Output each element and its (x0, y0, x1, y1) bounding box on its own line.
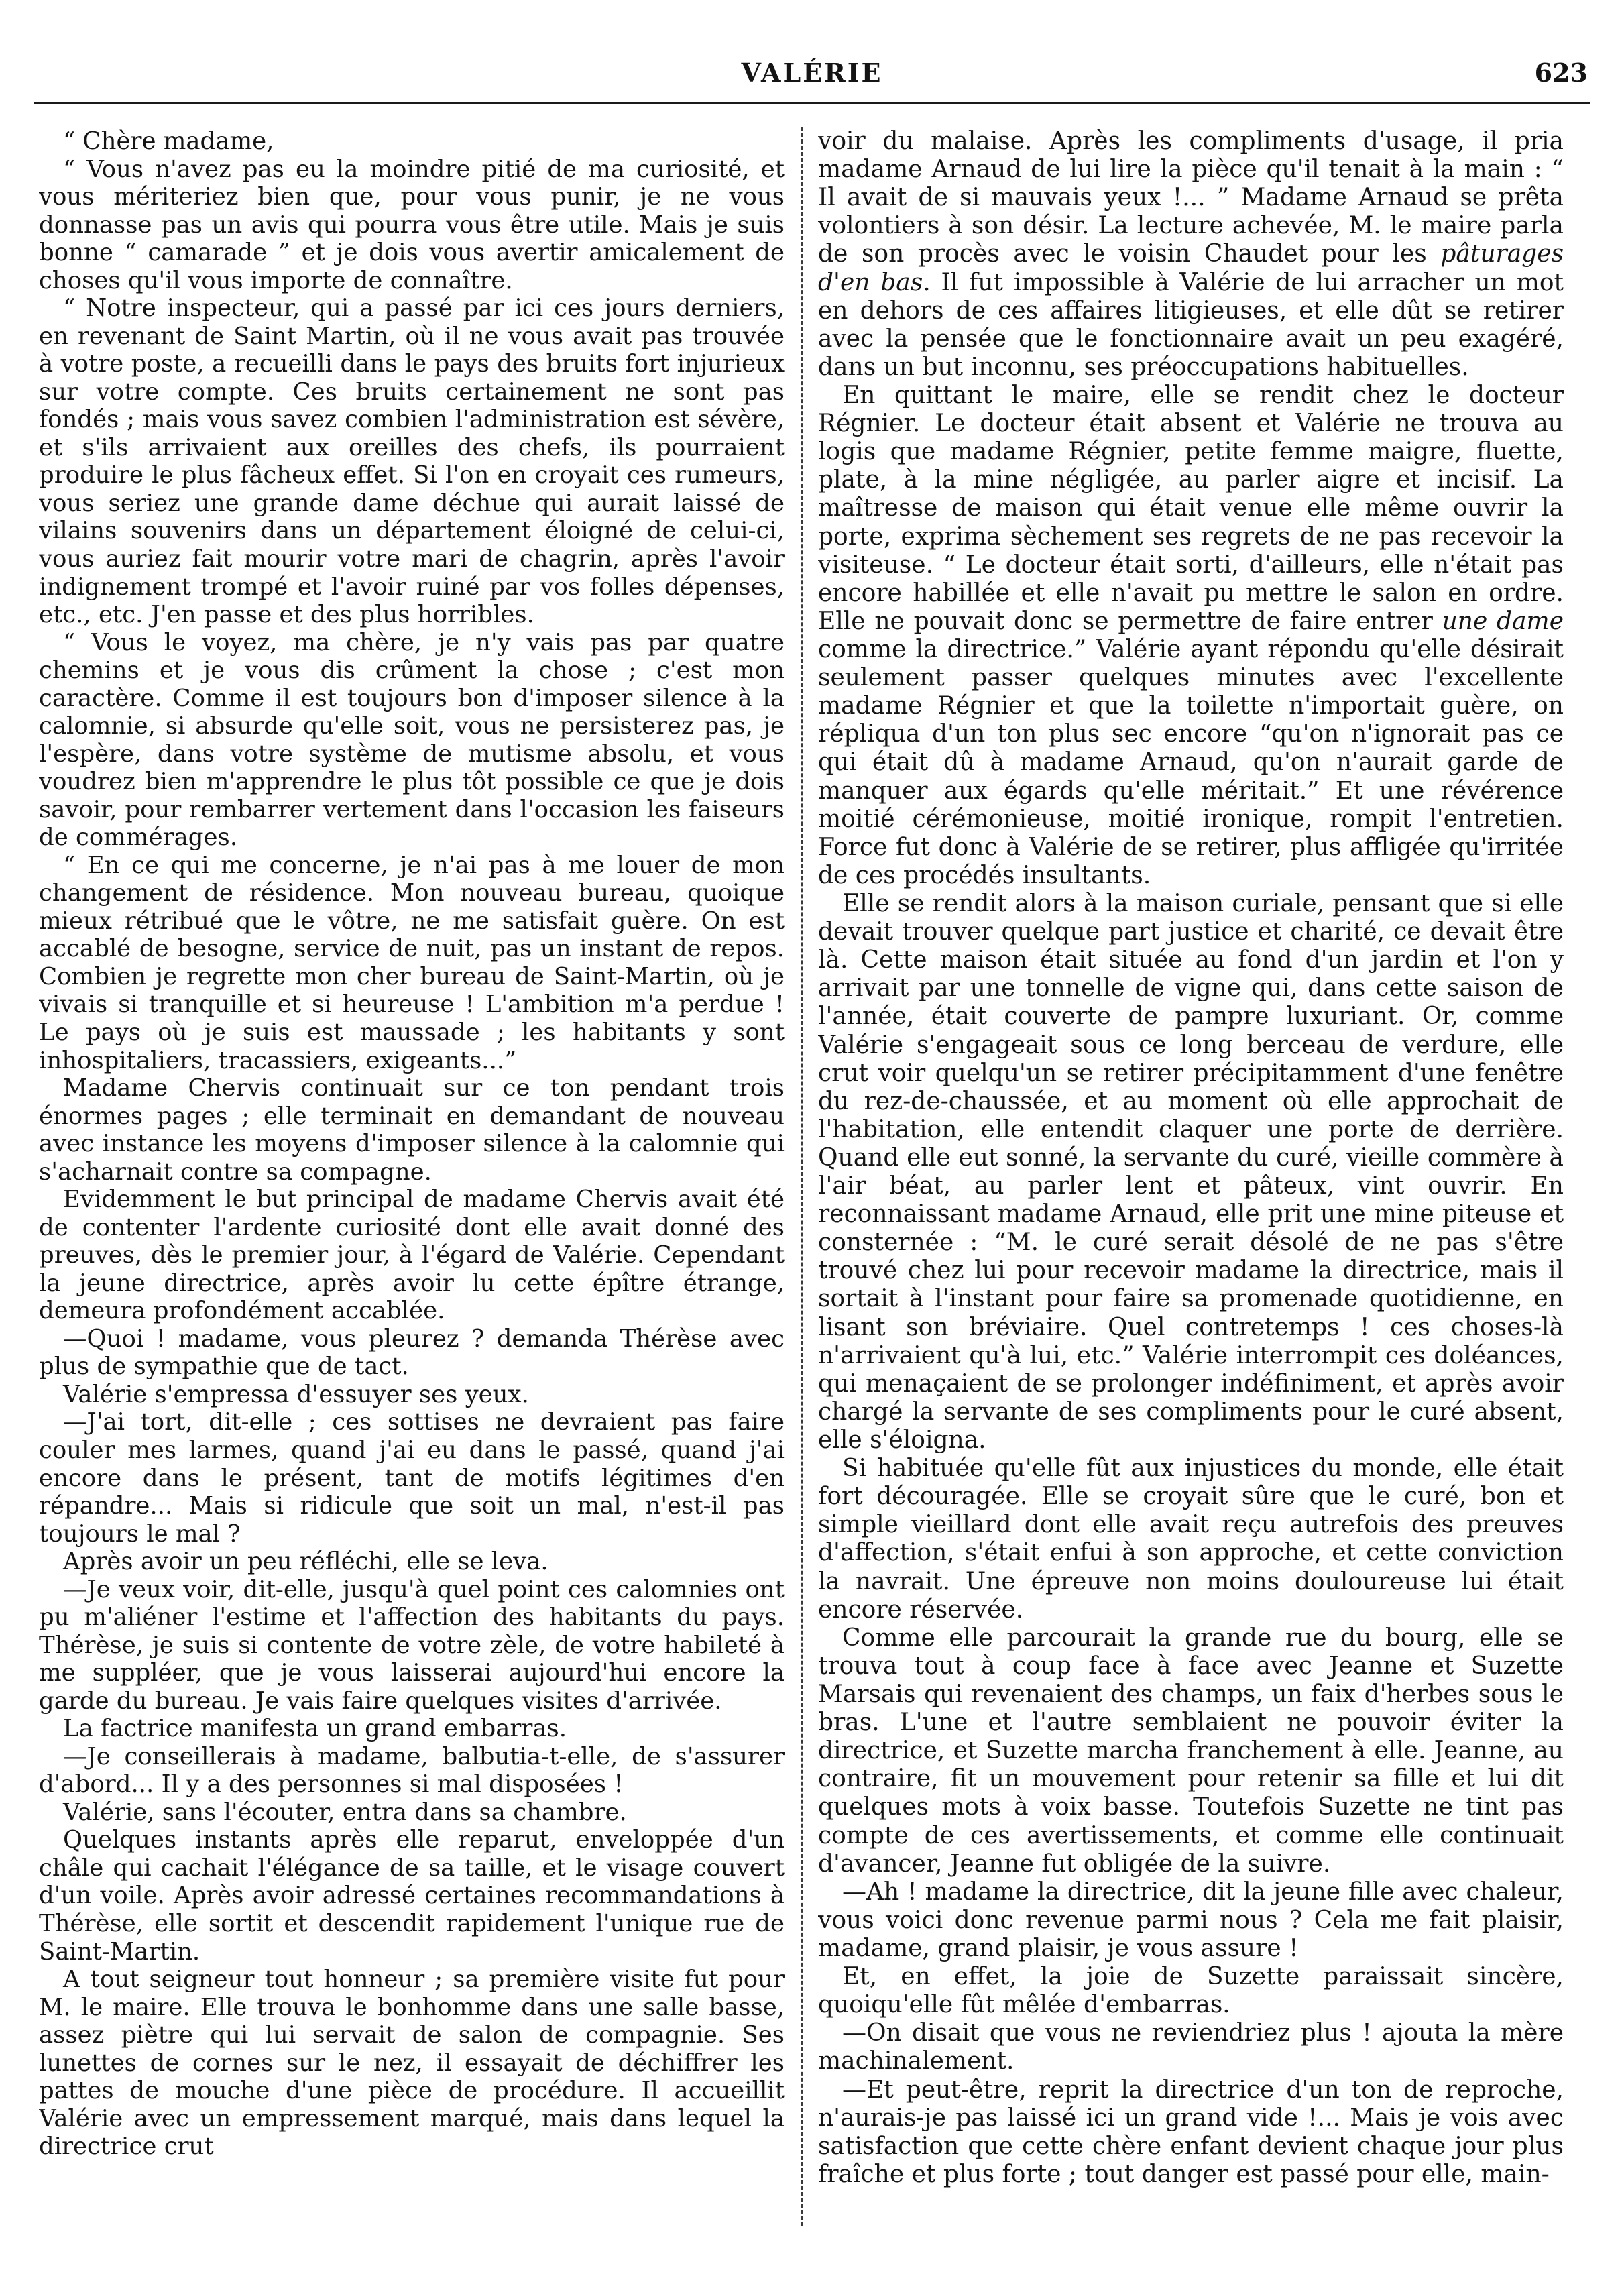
text-run: . Il fut impossible à Valérie de lui arracher un mot en dehors de ces affaires litigieuses, et elle dût se retirer avec la pensée que le fonctionnaire avait un peu exagéré, dans un but inconnu, ses préoccupations habituelles. (818, 268, 1564, 381)
paragraph: —On disait que vous ne reviendriez plus ! ajouta la mère machinalement. (818, 2019, 1564, 2076)
paragraph: A tout seigneur tout honneur ; sa première visite fut pour M. le maire. Elle trouva le bonhomme dans une salle basse, assez piètre qui lui servait de salon de compagnie. Ses lunettes de cornes sur le nez, il essayait de déchiffrer les pattes de mouche d'une pièce de procédure. Il accueillit Valérie avec un empressement marqué, mais dans lequel la directrice crut (39, 1966, 785, 2161)
paragraph: “ Notre inspecteur, qui a passé par ici ces jours derniers, en revenant de Saint Martin, où il ne vous avait pas trouvée à votre poste, a recueilli dans le pays des bruits fort injurieux sur votre compte. Ces bruits certainement ne sont pas fondés ; mais vous savez combien l'administration est sévère, et s'ils arrivaient aux oreilles des chefs, ils pourraient produire le plus fâcheux effet. Si l'on en croyait ces rumeurs, vous seriez une grande dame déchue qui aurait laissé de vilains souvenirs dans un département éloigné de celui-ci, vous auriez fait mourir votre mari de chagrin, après l'avoir indignement trompé et l'avoir ruiné par vos folles dépenses, etc., etc. J'en passe et des plus horribles. (39, 294, 785, 629)
paragraph: “ En ce qui me concerne, je n'ai pas à me louer de mon changement de résidence. Mon nouveau bureau, quoique mieux rétribué que le vôtre, ne me satisfait guère. On est accablé de besogne, service de nuit, pas un instant de repos. Combien je regrette mon cher bureau de Saint-Martin, où je vivais si tranquille et si heureuse ! L'ambition m'a perdue ! Le pays où je suis est maussade ; les habitants y sont inhospitaliers, tracassiers, exigeants...” (39, 851, 785, 1074)
paragraph: Quelques instants après elle reparut, enveloppée d'un châle qui cachait l'élégance de sa taille, et le visage couvert d'un voile. Après avoir adressé certaines recommandations à Thérèse, elle sortit et descendit rapidement l'unique rue de Saint-Martin. (39, 1826, 785, 1966)
paragraph: “ Vous le voyez, ma chère, je n'y vais pas par quatre chemins et je vous dis crûment la chose ; c'est mon caractère. Comme il est toujours bon d'imposer silence à la calomnie, si absurde qu'elle soit, vous ne persisterez pas, je l'espère, dans votre système de mutisme absolu, et vous voudrez bien m'apprendre le plus tôt possible ce que je dois savoir, pour rembarrer vertement dans l'occasion les faiseurs de commérages. (39, 628, 785, 852)
paragraph: Elle se rendit alors à la maison curiale, pensant que si elle devait trouver quelque part justice et charité, ce devait être là. Cette maison était située au fond d'un jardin et l'on y arrivait par une tonnelle de vigne qui, dans cette saison de l'année, était couverte de pampre luxuriant. Or, comme Valérie s'engageait sous ce long berceau de verdure, elle crut voir quelqu'un se retirer précipitamment d'une fenêtre du rez-de-chaussée, et au moment où elle approchait de l'habitation, elle entendit claquer une porte de derrière. Quand elle eut sonné, la servante du curé, vieille commère à l'air béat, au parler lent et pâteux, vint ouvrir. En reconnaissant madame Arnaud, elle prit une mine piteuse et consternée : “M. le curé serait désolé de ne pas s'être trouvé chez lui pour recevoir madame la directrice, mais il sortait à l'instant pour faire sa promenade quotidienne, en lisant son bréviaire. Quel contretemps ! ces choses-là n'arrivaient qu'à lui, etc.” Valérie interrompit ces doléances, qui menaçaient de se prolonger indéfiniment, et après avoir chargé la servante de ses compliments pour le curé absent, elle s'éloigna. (818, 889, 1564, 1455)
text-run: En quittant le maire, elle se rendit chez le docteur Régnier. Le docteur était absent et Valérie ne trouva au logis que madame Régnier, petite femme maigre, fluette, plate, à la mine négligée, au parler aigre et incisif. La maîtresse de maison qui était venue elle même ouvrir la porte, exprima sèchement ses regrets de ne pas recevoir la visiteuse. “ Le docteur était sorti, d'ailleurs, elle n'était pas encore habillée et elle n'avait pu mettre le salon en ordre. Elle ne pouvait donc se permettre de faire entrer (818, 381, 1564, 635)
paragraph: Madame Chervis continuait sur ce ton pendant trois énormes pages ; elle terminait en demandant de nouveau avec instance les moyens d'imposer silence à la calomnie qui s'acharnait contre sa compagne. (39, 1074, 785, 1186)
paragraph: Valérie, sans l'écouter, entra dans sa chambre. (63, 1798, 627, 1826)
italic-phrase: une dame (1442, 607, 1564, 635)
paragraph: —J'ai tort, dit-elle ; ces sottises ne devraient pas faire couler mes larmes, quand j'ai eu dans le passé, quand j'ai encore dans le présent, tant de motifs légitimes d'en répandre... Mais si ridicule que soit un mal, n'est-il pas toujours le mal ? (39, 1408, 785, 1548)
text-run: comme la directrice.” Valérie ayant répondu qu'elle désirait seulement passer quelques minutes avec l'excellente madame Régnier et que la toilette n'importait guère, on répliqua d'un ton plus sec encore “qu'on n'ignorait pas ce qui était dû à madame Arnaud, qu'on n'aurait garde de manquer aux égards qu'elle méritait.” Et une révérence moitié cérémonieuse, moitié ironique, rompit l'entretien. Force fut donc à Valérie de se retirer, plus affligée qu'irritée de ces procédés insultants. (818, 635, 1564, 889)
column-divider (801, 127, 803, 2226)
left-column (39, 127, 785, 2240)
paragraph: “ Vous n'avez pas eu la moindre pitié de ma curiosité, et vous mériteriez bien que, pour vous punir, je ne vous donnasse pas un avis qui pourra vous être utile. Mais je suis bonne “ camarade ” et je dois vous avertir amicalement de choses qu'il vous importe de connaître. (39, 155, 785, 294)
paragraph: La factrice manifesta un grand embarras. (63, 1715, 567, 1743)
paragraph: —Je conseillerais à madame, balbutia-t-elle, de s'assurer d'abord... Il y a des personnes si mal disposées ! (39, 1742, 785, 1799)
text-run: voir du malaise. Après les compliments d'usage, il pria madame Arnaud de lui lire la pièce qu'il tenait à la main : “ Il avait de si mauvais yeux !... ” Madame Arnaud se prêta volontiers à son désir. La lecture achevée, M. le maire parla de son procès avec le voisin Chaudet pour les (818, 127, 1564, 268)
paragraph: Evidemment le but principal de madame Chervis avait été de contenter l'ardente curiosité dont elle avait donné des preuves, dès le premier jour, à l'égard de Valérie. Cependant la jeune directrice, après avoir lu cette épître étrange, demeura profondément accablée. (39, 1186, 785, 1325)
page-header (34, 58, 1590, 104)
paragraph: Comme elle parcourait la grande rue du bourg, elle se trouva tout à coup face à face avec Jeanne et Suzette Marsais qui revenaient des champs, un faix d'herbes sous le bras. L'une et l'autre semblaient ne pouvoir éviter la directrice, et Suzette marcha franchement à elle. Jeanne, au contraire, fit un mouvement pour retenir sa fille et lui dit quelques mots à voix basse. Toutefois Suzette ne tint pas compte de ces avertissements, et comme elle continuait d'avancer, Jeanne fut obligée de la suivre. (818, 1624, 1564, 1878)
paragraph: —Quoi ! madame, vous pleurez ? demanda Thérèse avec plus de sympathie que de tact. (39, 1324, 785, 1381)
right-column (818, 127, 1564, 2240)
running-title: VALÉRIE (741, 58, 883, 88)
paragraph: —Ah ! madame la directrice, dit la jeune fille avec chaleur, vous voici donc revenue parmi nous ? Cela me fait plaisir, madame, grand plaisir, je vous assure ! (818, 1878, 1564, 1962)
paragraph: Après avoir un peu réfléchi, elle se leva. (63, 1548, 548, 1576)
paragraph (818, 127, 1564, 382)
page-number: 623 (1534, 58, 1588, 88)
paragraph (818, 382, 1564, 890)
paragraph: Et, en effet, la joie de Suzette paraissait sincère, quoiqu'elle fût mêlée d'embarras. (818, 1963, 1564, 2019)
paragraph: Valérie s'empressa d'essuyer ses yeux. (63, 1380, 529, 1408)
paragraph: —Et peut-être, reprit la directrice d'un ton de reproche, n'aurais-je pas laissé ici un grand vide !... Mais je vois avec satisfaction que cette chère enfant devient chaque jour plus fraîche et plus forte ; tout danger est passé pour elle, main- (818, 2076, 1564, 2188)
paragraph: “ Chère madame, (63, 127, 274, 155)
italic-phrase: pâturages d'en bas (818, 240, 1564, 296)
paragraph: Si habituée qu'elle fût aux injustices du monde, elle était fort découragée. Elle se croyait sûre que le curé, bon et simple vieillard dont elle avait reçu autrefois des preuves d'affection, s'était enfui à son approche, et cette conviction la navrait. Une épreuve non moins douloureuse lui était encore réservée. (818, 1455, 1564, 1624)
paragraph: —Je veux voir, dit-elle, jusqu'à quel point ces calomnies ont pu m'aliéner l'estime et l'affection des habitants du pays. Thérèse, je suis si contente de votre zèle, de votre habileté à me suppléer, que je vous laisserai aujourd'hui encore la garde du bureau. Je vais faire quelques visites d'arrivée. (39, 1575, 785, 1715)
